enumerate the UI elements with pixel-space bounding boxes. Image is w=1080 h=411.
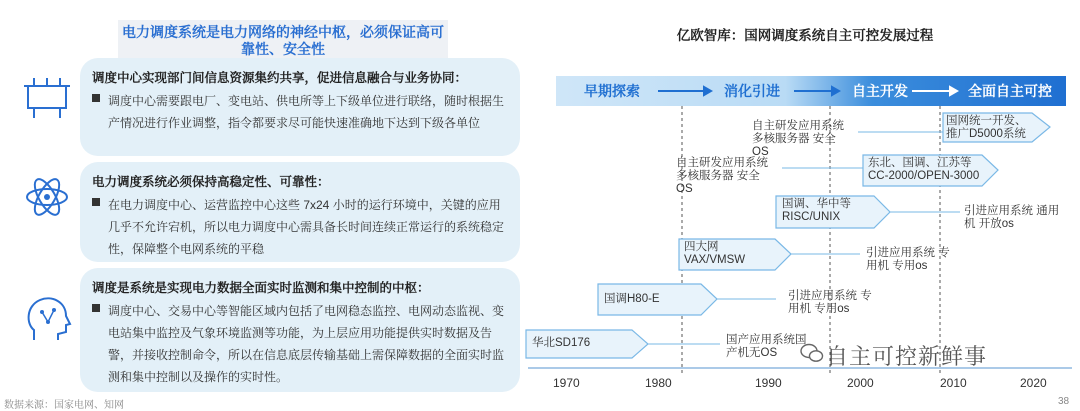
panel-title: 调度是系统是实现电力数据全面实时监测和集中控制的中枢： [92,281,430,295]
note-domestic: 国产应用系统国产机无OS [726,334,807,359]
box-h80e: 国调H80-E [604,293,660,305]
bullet-icon [92,94,100,102]
panel-body [92,300,508,388]
panel-text: 在电力调度中心、运营监控中心这些 7x24 小时的运行环境中，关键的应用几乎不允许宕机，所以电力调度中心需具备长时间连续正常运行的系统稳定性，保障整个电网系统的平稳 [108,198,505,256]
year-label: 2010 [940,376,967,390]
phase-bar [556,76,1066,106]
box-d5000: 国网统一开发、推广D5000系统 [946,115,1027,140]
source-note: 数据来源：国家电网、知网 [4,400,124,411]
panel-title: 电力调度系统必须保持高稳定性、可靠性： [92,175,330,189]
head-circuit-icon [20,292,74,346]
phase-self-dev: 自主开发 [852,83,908,99]
note-self-dev-1: 自主研发应用系统多核服务器 安全OS [752,120,844,158]
box-sd176: 华北SD176 [532,337,591,349]
note-self-dev-2: 自主研发应用系统多核服务器 安全OS [676,157,768,195]
panel-monitoring [80,268,520,392]
panel-stability [80,162,520,262]
wechat-icon [800,342,824,369]
panel-text: 调度中心需要跟电厂、变电站、供电所等上下级单位进行联络，随时根据生产情况进行作业调整，指令都要求尽可能快速准确地下达到下级各单位 [108,94,505,130]
headline: 电力调度系统是电力网络的神经中枢，必须保证高可靠性、安全性 [118,20,448,62]
box-cc2000: 东北、国调、江苏等CC-2000/OPEN-3000 [868,157,980,182]
bullet-icon [92,304,100,312]
bullet-icon [92,198,100,206]
panel-body [92,194,508,260]
timeline-title: 亿欧智库：国网调度系统自主可控发展过程 [676,28,934,43]
page-number: 38 [1058,396,1070,407]
box-risc: 国调、华中等RISC/UNIX [782,198,851,223]
year-label: 1970 [553,376,580,390]
panel-title: 调度中心实现部门间信息资源集约共享，促进信息融合与业务协同： [92,71,468,85]
note-special-2: 引进应用系统 专用机 专用os [788,290,872,315]
display-board-icon [20,72,74,126]
year-label: 2000 [847,376,874,390]
box-vax: 四大网VAX/VMSW [684,241,746,266]
note-general: 引进应用系统 通用机 开放os [964,205,1060,230]
atom-icon [20,170,74,224]
note-special-1: 引进应用系统 专用机 专用os [866,247,950,272]
panel-body [92,90,508,134]
phase-digest: 消化引进 [724,83,780,99]
phase-early: 早期探索 [584,83,640,99]
watermark: 自主可控新鲜事 [826,344,988,369]
year-label: 1980 [645,376,672,390]
panel-sharing [80,58,520,156]
phase-full-control: 全面自主可控 [968,83,1052,99]
year-label: 1990 [755,376,782,390]
panel-text: 调度中心、交易中心等智能区域内包括了电网稳态监控、电网动态监视、变电站集中监控及气象环境监测等功能，为上层应用功能提供实时数据及告警，并接收控制命令，所以在信息底层传输基础上需保障数据的全面实时监测和集中控制以及操作的实时性。 [108,304,505,384]
year-label: 2020 [1020,376,1047,390]
